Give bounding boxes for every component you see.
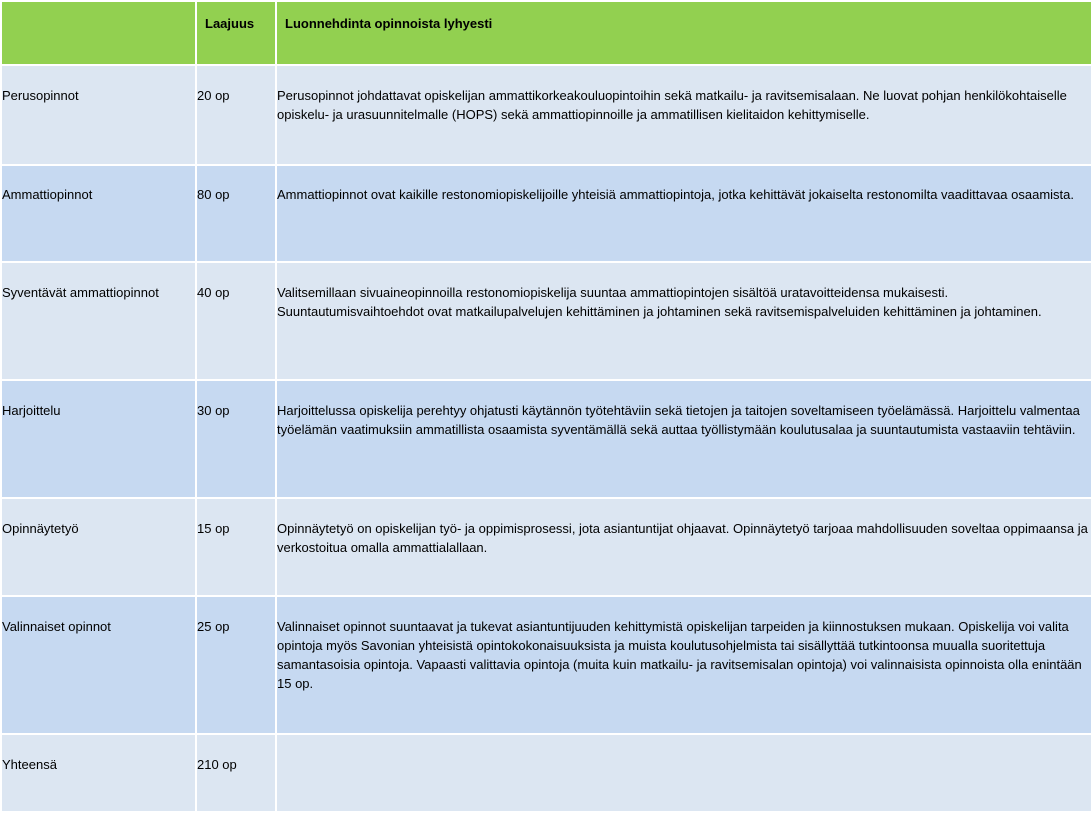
row-credits: 20 op [196,65,276,165]
table-row [1,380,1091,498]
row-credits: 40 op [196,262,276,380]
row-description: Ammattiopinnot ovat kaikille restonomiopiskelijoille yhteisiä ammattiopintoja, jotka kehittävät jokaiselta restonomilta vaadittavaa osaamista. [276,165,1091,262]
row-description: Perusopinnot johdattavat opiskelijan ammattikorkeakouluopintoihin sekä matkailu- ja ravitsemisalaan. Ne luovat pohjan henkilökohtaiselle opiskelu- ja urasuunnitelmalle (HOPS) sekä ammattiopinnoille ja ammatillisen kielitaidon kehittymiselle. [276,65,1091,165]
row-description: Opinnäytetyö on opiskelijan työ- ja oppimisprosessi, jota asiantuntijat ohjaavat. Opinnäytetyö tarjoaa mahdollisuuden soveltaa oppimaansa ja verkostoitua omalla ammattialallaan. [276,498,1091,596]
table-row [1,65,1091,165]
header-study-module [1,1,196,65]
table-row [1,262,1091,380]
row-credits: 80 op [196,165,276,262]
total-description [276,734,1091,812]
total-row [1,734,1091,812]
row-name: Valinnaiset opinnot [1,596,196,734]
row-name: Syventävät ammattiopinnot [1,262,196,380]
header-credits: Laajuus [196,1,276,65]
row-name: Opinnäytetyö [1,498,196,596]
row-description: Harjoittelussa opiskelija perehtyy ohjatusti käytännön työtehtäviin sekä tietojen ja taitojen soveltamiseen työelämässä. Harjoittelu valmentaa työelämän vaatimuksiin ammatillista osaamista syventämällä sekä auttaa työllistymään koulutusalaa ja suuntautumista vastaaviin tehtäviin. [276,380,1091,498]
table-row [1,165,1091,262]
row-description: Valitsemillaan sivuaineopinnoilla restonomiopiskelija suuntaa ammattiopintojen sisältöä uratavoitteidensa mukaisesti. Suuntautumisvaihtoehdot ovat matkailupalvelujen kehittäminen ja johtaminen sekä ravitsemispalveluiden kehittäminen ja johtaminen. [276,262,1091,380]
row-credits: 30 op [196,380,276,498]
total-credits: 210 op [196,734,276,812]
row-credits: 15 op [196,498,276,596]
row-name: Perusopinnot [1,65,196,165]
row-description: Valinnaiset opinnot suuntaavat ja tukevat asiantuntijuuden kehittymistä opiskelijan tarpeiden ja kiinnostuksen mukaan. Opiskelija voi valita opintoja myös Savonian yhteisistä opintokokonaisuuksista ja muista koulutusohjelmista tai sisällyttää tutkintoonsa muualla suoritettuja samantasoisia opintoja. Vapaasti valittavia opintoja (muita kuin matkailu- ja ravitsemisalan opintoja) voi valinnaisista opinnoista olla enintään 15 op. [276,596,1091,734]
table-row [1,596,1091,734]
row-credits: 25 op [196,596,276,734]
row-name: Harjoittelu [1,380,196,498]
header-description: Luonnehdinta opinnoista lyhyesti [276,1,1091,65]
row-name: Ammattiopinnot [1,165,196,262]
total-label: Yhteensä [1,734,196,812]
header-row [1,1,1091,65]
table-row [1,498,1091,596]
